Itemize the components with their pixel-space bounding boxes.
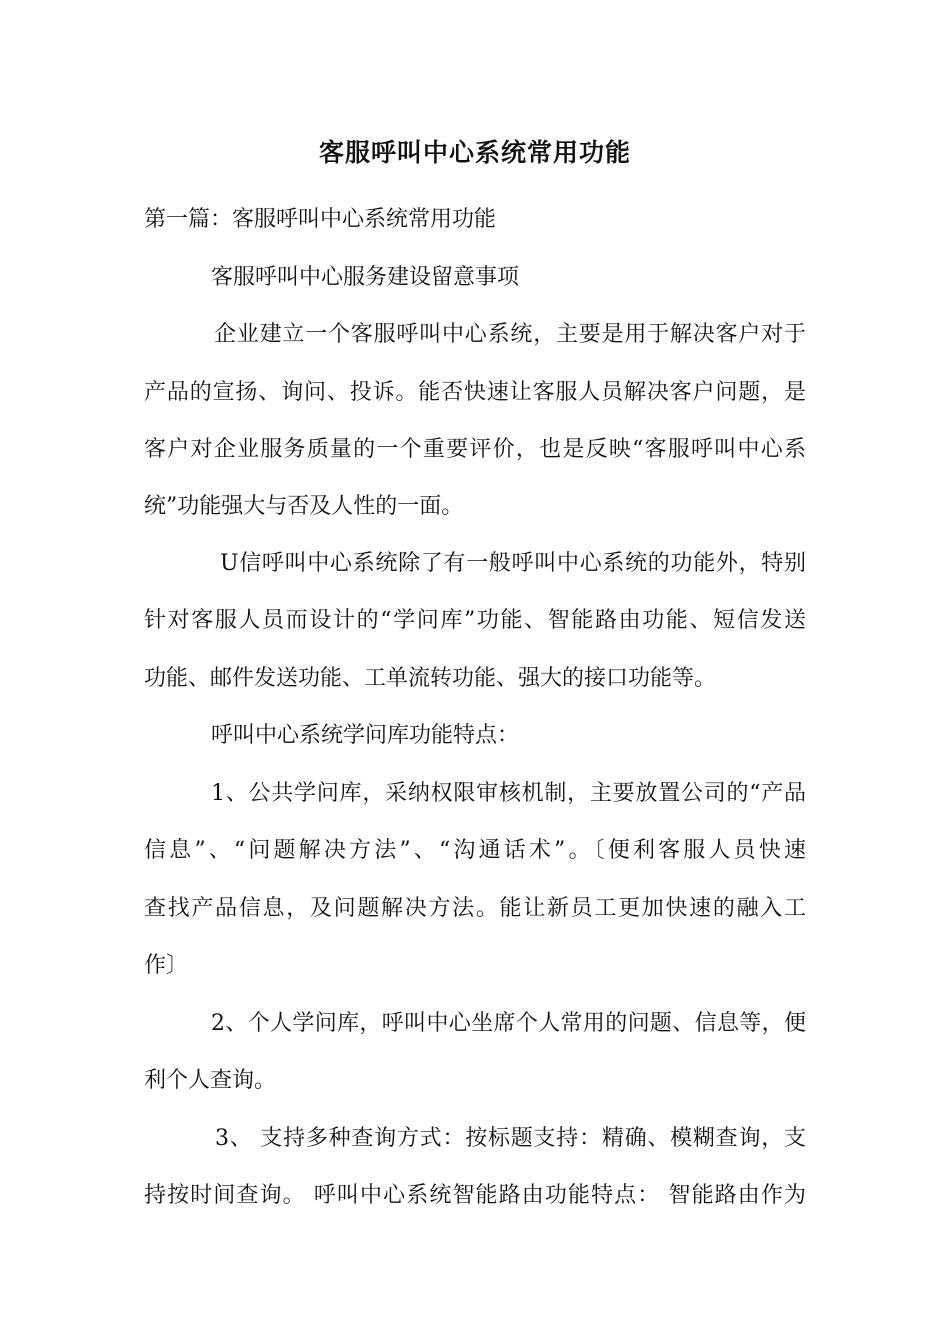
document-title: 客服呼叫中心系统常用功能 (318, 138, 631, 167)
list-item-line: 信息”、“问题解决方法”、“沟通话术”。〔便利客服人员快速 (144, 838, 806, 863)
paragraph-line: U信呼叫中心系统除了有一般呼叫中心系统的功能外，特别 (220, 551, 806, 576)
list-item-line: 3、 支持多种查询方式：按标题支持：精确、模糊查询，支 (215, 1126, 806, 1151)
list-item-line: 2、个人学问库，呼叫中心坐席个人常用的问题、信息等，便 (211, 1011, 806, 1036)
list-item-line: 持按时间查询。 呼叫中心系统智能路由功能特点： 智能路由作为 (144, 1183, 806, 1208)
list-item-line: 查找产品信息，及问题解决方法。能让新员工更加快速的融入工 (144, 896, 806, 921)
paragraph-line: 呼叫中心系统学问库功能特点： (211, 723, 520, 748)
list-item-line: 作〕 (144, 953, 189, 978)
paragraph-line: 统”功能强大与否及人性的一面。 (144, 494, 464, 519)
list-item-line: 利个人查询。 (144, 1068, 277, 1093)
paragraph-line: 产品的宣扬、询问、投诉。能否快速让客服人员解决客户问题，是 (144, 380, 806, 405)
paragraph-line: 企业建立一个客服呼叫中心系统，主要是用于解决客户对于 (214, 322, 806, 347)
section-heading: 第一篇：客服呼叫中心系统常用功能 (144, 207, 497, 232)
subsection-heading: 客服呼叫中心服务建设留意事项 (211, 265, 520, 290)
paragraph-line: 客户对企业服务质量的一个重要评价，也是反映“客服呼叫中心系 (144, 437, 806, 462)
paragraph-line: 功能、邮件发送功能、工单流转功能、强大的接口功能等。 (144, 666, 717, 691)
list-item-line: 1、公共学问库，采纳权限审核机制，主要放置公司的“产品 (211, 781, 806, 806)
paragraph-line: 针对客服人员而设计的“学问库”功能、智能路由功能、短信发送 (144, 608, 806, 633)
